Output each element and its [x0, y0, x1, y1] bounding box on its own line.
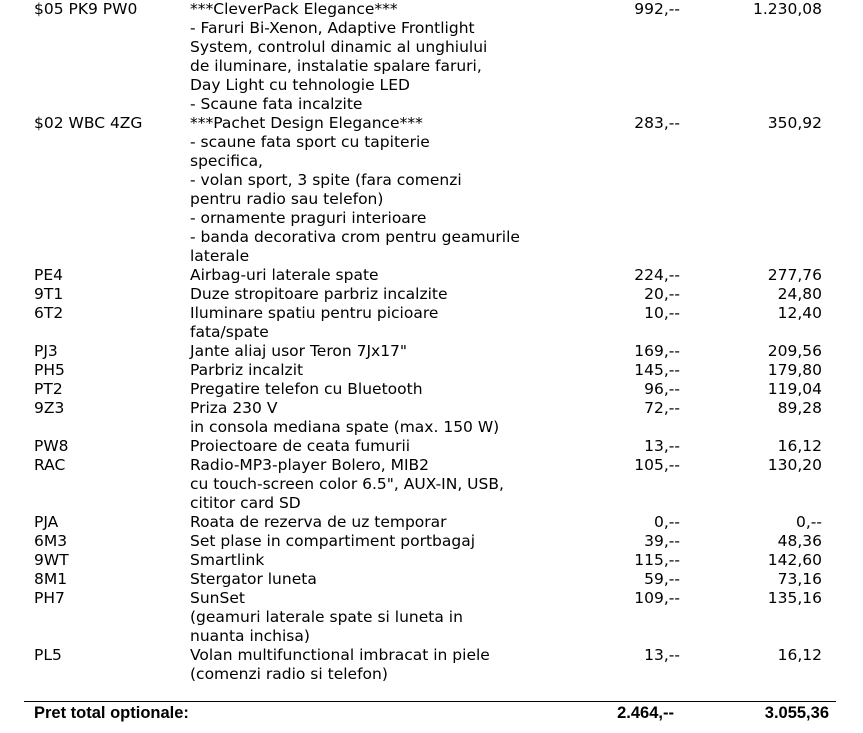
description-line: fata/spate — [190, 323, 269, 341]
option-code: $02 WBC 4ZG — [34, 114, 143, 132]
description-line: - ornamente praguri interioare — [190, 209, 427, 227]
price-vat: 48,36 — [777, 532, 822, 550]
price-vat: 135,16 — [767, 589, 822, 607]
description-line: pentru radio sau telefon) — [190, 190, 384, 208]
price-vat: 130,20 — [767, 456, 822, 474]
description-line: - banda decorativa crom pentru geamurile — [190, 228, 520, 246]
option-row — [0, 114, 863, 266]
price-vat: 1.230,08 — [752, 0, 822, 18]
price-vat: 12,40 — [777, 304, 822, 322]
price-vat: 350,92 — [767, 114, 822, 132]
price-vat: 142,60 — [767, 551, 822, 569]
price-net: 224,-- — [634, 266, 680, 284]
description-line: specifica, — [190, 152, 263, 170]
description-line: Roata de rezerva de uz temporar — [190, 513, 447, 531]
description-line: cu touch-screen color 6.5", AUX-IN, USB, — [190, 475, 504, 493]
option-description — [190, 646, 490, 684]
total-label: Pret total optionale: — [34, 704, 189, 722]
description-line: Pregatire telefon cu Bluetooth — [190, 380, 423, 398]
option-row — [0, 399, 863, 437]
description-line: Volan multifunctional imbracat in piele — [190, 646, 490, 664]
description-line: SunSet — [190, 589, 245, 607]
option-code: PH7 — [34, 589, 65, 607]
price-net: 115,-- — [634, 551, 680, 569]
option-code: RAC — [34, 456, 66, 474]
option-description — [190, 589, 463, 646]
option-code: 9T1 — [34, 285, 64, 303]
description-line: Day Light cu tehnologie LED — [190, 76, 410, 94]
option-description — [190, 513, 447, 532]
option-description — [190, 551, 264, 570]
option-description — [190, 456, 504, 513]
price-net: 96,-- — [644, 380, 680, 398]
price-vat: 179,80 — [767, 361, 822, 379]
price-net: 105,-- — [634, 456, 680, 474]
option-description — [190, 342, 407, 361]
option-row — [0, 570, 863, 589]
option-code: PT2 — [34, 380, 63, 398]
option-code: 6T2 — [34, 304, 64, 322]
option-description — [190, 437, 410, 456]
option-row — [0, 456, 863, 513]
option-description — [190, 0, 487, 114]
option-description — [190, 304, 438, 342]
option-code: 6M3 — [34, 532, 68, 550]
price-net: 13,-- — [644, 646, 680, 664]
description-line: Stergator luneta — [190, 570, 317, 588]
price-net: 39,-- — [644, 532, 680, 550]
price-vat: 89,28 — [777, 399, 822, 417]
description-line: Proiectoare de ceata fumurii — [190, 437, 411, 455]
price-net: 10,-- — [644, 304, 680, 322]
option-description — [190, 266, 379, 285]
price-vat: 209,56 — [767, 342, 822, 360]
option-code: PJA — [34, 513, 59, 531]
price-vat: 119,04 — [767, 380, 822, 398]
option-row — [0, 437, 863, 456]
price-net: 169,-- — [634, 342, 680, 360]
description-line: in consola mediana spate (max. 150 W) — [190, 418, 500, 436]
option-row — [0, 646, 863, 684]
price-net: 72,-- — [644, 399, 680, 417]
price-vat: 16,12 — [777, 646, 822, 664]
price-net: 59,-- — [644, 570, 680, 588]
price-net: 283,-- — [634, 114, 680, 132]
description-line: nuanta inchisa) — [190, 627, 310, 645]
price-net: 109,-- — [634, 589, 680, 607]
description-line: Smartlink — [190, 551, 265, 569]
description-line: laterale — [190, 247, 250, 265]
option-row — [0, 361, 863, 380]
price-vat: 73,16 — [777, 570, 822, 588]
description-line: Jante aliaj usor Teron 7Jx17" — [190, 342, 408, 360]
option-row — [0, 266, 863, 285]
description-line: System, controlul dinamic al unghiului — [190, 38, 488, 56]
description-line: Set plase in compartiment portbagaj — [190, 532, 476, 550]
price-vat: 24,80 — [777, 285, 822, 303]
description-line: Airbag-uri laterale spate — [190, 266, 379, 284]
price-vat: 277,76 — [767, 266, 822, 284]
option-code: PH5 — [34, 361, 65, 379]
option-code: $05 PK9 PW0 — [34, 0, 138, 18]
description-line: Duze stropitoare parbriz incalzite — [190, 285, 448, 303]
option-description — [190, 532, 475, 551]
price-net: 0,-- — [654, 513, 680, 531]
total-row — [0, 703, 863, 723]
option-code: PJ3 — [34, 342, 58, 360]
description-line: Priza 230 V — [190, 399, 278, 417]
description-line: Iluminare spatiu pentru picioare — [190, 304, 439, 322]
option-row — [0, 513, 863, 532]
option-description — [190, 380, 423, 399]
option-row — [0, 551, 863, 570]
option-row — [0, 342, 863, 361]
total-divider — [24, 701, 836, 702]
description-line: (comenzi radio si telefon) — [190, 665, 388, 683]
price-vat: 0,-- — [796, 513, 822, 531]
price-net: 992,-- — [634, 0, 680, 18]
option-code: 8M1 — [34, 570, 68, 588]
option-code: 9WT — [34, 551, 69, 569]
price-net: 20,-- — [644, 285, 680, 303]
price-net: 145,-- — [634, 361, 680, 379]
description-line: - volan sport, 3 spite (fara comenzi — [190, 171, 462, 189]
option-row — [0, 589, 863, 646]
option-code: 9Z3 — [34, 399, 65, 417]
description-line: de iluminare, instalatie spalare faruri, — [190, 57, 482, 75]
description-line: ***CleverPack Elegance*** — [190, 0, 398, 18]
description-line: ***Pachet Design Elegance*** — [190, 114, 423, 132]
option-row — [0, 0, 863, 114]
option-code: PE4 — [34, 266, 64, 284]
description-line: Parbriz incalzit — [190, 361, 304, 379]
description-line: Radio-MP3-player Bolero, MIB2 — [190, 456, 430, 474]
option-row — [0, 285, 863, 304]
option-description — [190, 361, 303, 380]
option-code: PL5 — [34, 646, 62, 664]
option-description — [190, 570, 317, 589]
option-row — [0, 380, 863, 399]
total-price-net: 2.464,-- — [617, 704, 674, 722]
option-row — [0, 532, 863, 551]
option-code: PW8 — [34, 437, 69, 455]
option-description — [190, 114, 520, 266]
option-description — [190, 285, 448, 304]
option-description — [190, 399, 499, 437]
option-row — [0, 304, 863, 342]
description-line: - Scaune fata incalzite — [190, 95, 363, 113]
total-price-vat: 3.055,36 — [764, 704, 829, 722]
description-line: - scaune fata sport cu tapiterie — [190, 133, 430, 151]
description-line: cititor card SD — [190, 494, 301, 512]
description-line: - Faruri Bi-Xenon, Adaptive Frontlight — [190, 19, 475, 37]
price-net: 13,-- — [644, 437, 680, 455]
price-vat: 16,12 — [777, 437, 822, 455]
description-line: (geamuri laterale spate si luneta in — [190, 608, 463, 626]
